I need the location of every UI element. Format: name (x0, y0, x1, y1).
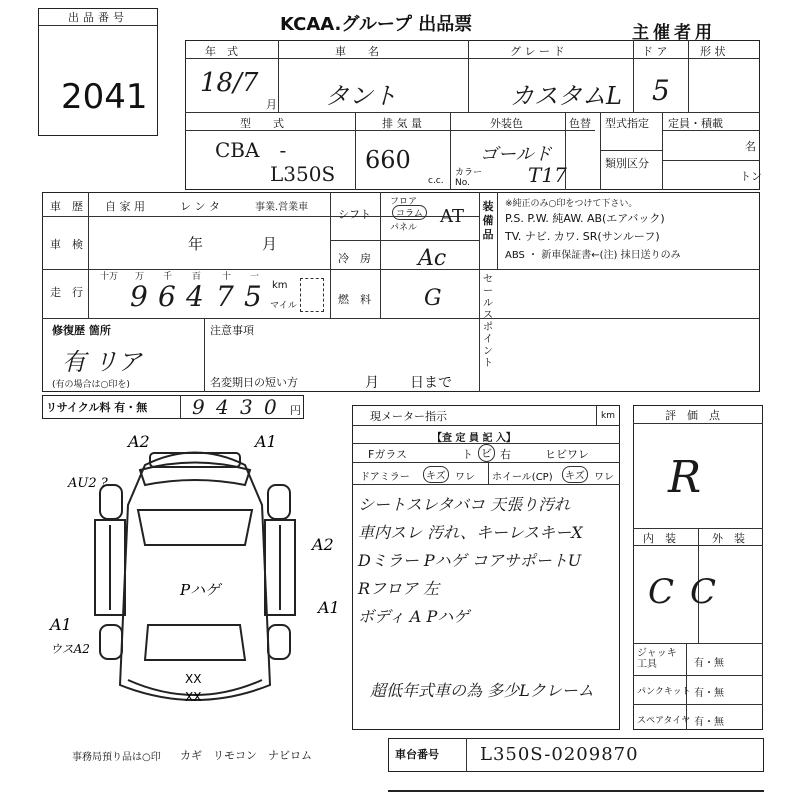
exterior-score: C (690, 572, 717, 612)
grade-value: カスタムL (510, 82, 622, 110)
color-code-label: カラー No. (455, 168, 483, 188)
glass-item-crack: ヒビワレ (545, 448, 589, 461)
mileage-unit-100k: 十万 (100, 272, 119, 282)
mileage-digit-10k: 9 (130, 280, 148, 313)
recycle-digit-1: 9 (192, 395, 205, 419)
shift-value: AT (440, 206, 465, 227)
jack-label: ジャッキ 工具 (637, 648, 677, 670)
year-value: 18/7 (200, 68, 259, 98)
inspector-note-6: 超低年式車の為 多少Lクレーム (370, 681, 594, 700)
header-title: KCAA.グループ 出品票 (280, 14, 473, 35)
lot-number-label: 出品番号 (39, 9, 157, 26)
chassis-label: 車台番号 (395, 748, 439, 761)
wheel-label: ホイール(CP) (492, 472, 553, 483)
fuel-label: 燃 料 (338, 293, 371, 306)
displacement-unit: c.c. (428, 176, 444, 186)
inspection-year: 年 (188, 235, 204, 253)
mileage-unit-1: 一 (250, 272, 260, 282)
diagram-label-a2-right: A2 (312, 535, 334, 554)
shift-floor[interactable]: フロア (390, 197, 418, 207)
history-business[interactable]: 事業.営業車 (255, 202, 309, 213)
mileage-unit-10k: 万 (135, 272, 145, 282)
diagram-label-xx-1: XX (185, 672, 202, 686)
diagram-label-a1-left: A1 (50, 615, 72, 634)
glass-label: Fガラス (368, 448, 407, 461)
lot-number: 2041 (61, 77, 148, 117)
doors-value: 5 (652, 74, 670, 107)
aircon-label: 冷 房 (338, 252, 371, 265)
car-name: タント (325, 82, 397, 110)
mileage-label: 走 行 (50, 286, 83, 299)
diagram-label-a1-front: A1 (255, 432, 277, 451)
interior-score: C (648, 572, 675, 612)
equipment-line3: ABS ・ 新車保証書←(注) 抹日送りのみ (505, 250, 681, 261)
equipment-line1: P.S. P.W. 純AW. AB(エアバック) (505, 212, 665, 225)
year-month-suffix: 月 (266, 98, 277, 111)
glass-item-bi: ビ (478, 444, 495, 462)
mile-checkbox[interactable] (300, 278, 324, 312)
inspector-note-4: Rフロア 左 (358, 579, 440, 598)
shape-label: 形 状 (700, 45, 726, 58)
inspection-month: 月 (262, 235, 278, 253)
glass-item-to: ト (462, 448, 473, 461)
mileage-digit-100: 4 (186, 280, 204, 313)
spare-yesno: 有・無 (694, 717, 724, 728)
displacement-label: 排 気 量 (382, 117, 422, 130)
color-change-label: 色替 (569, 117, 591, 130)
glass-item-right: 右 (500, 448, 511, 461)
chassis-value: L350S-0209870 (480, 744, 639, 765)
diagram-label-usu-a2: ウスA2 (50, 642, 90, 656)
fuel-value: G (424, 286, 442, 311)
repair-note: (有の場合は○印を) (52, 380, 130, 390)
inspection-label: 車 検 (50, 238, 83, 251)
meter-unit: km (601, 411, 615, 421)
history-rental[interactable]: レ ン タ (180, 200, 220, 213)
history-label: 車 歴 (50, 200, 83, 213)
equipment-line2: TV. ナビ. カワ. SR(サンルーフ) (505, 230, 660, 243)
exterior-color-label: 外装色 (490, 117, 523, 130)
diagram-label-a1-right: A1 (318, 598, 340, 617)
color-code-value: T17 (528, 163, 567, 187)
interior-label: 内 装 (643, 532, 676, 545)
meter-label: 現メーター指示 (370, 410, 447, 423)
organizer-label: 主催者用 (632, 23, 716, 43)
mirror-label: ドアミラー (360, 472, 410, 483)
repair-value: 有 リア (62, 348, 142, 376)
aircon-value: Ac (418, 246, 447, 271)
diagram-label-xx-2: XX (185, 690, 202, 704)
name-label: 車 名 (335, 45, 379, 58)
inspector-entry-label: 【査 定 員 記 入】 (432, 433, 516, 444)
capacity-unit-tons: トン (740, 170, 762, 183)
name-change-label: 名変期日の短い方 (210, 376, 298, 389)
sales-point-label: セールスポイント (483, 274, 493, 369)
history-private[interactable]: 自 家 用 (105, 200, 145, 213)
mirror-crack: ワレ (455, 472, 475, 483)
puncture-yesno: 有・無 (694, 688, 724, 699)
model-code: L350S (270, 162, 336, 186)
grade-label: グ レ ー ド (510, 45, 565, 58)
recycle-digit-2: 4 (216, 395, 229, 419)
mileage-unit-1k: 千 (163, 272, 173, 282)
mile-label: マイル (270, 301, 297, 311)
shift-panel[interactable]: パネル (390, 223, 418, 233)
recycle-label: リサイクル料 有・無 (46, 401, 148, 414)
mileage-digit-1: 5 (244, 280, 262, 313)
office-items: カギ リモコン ナビロム (180, 749, 312, 762)
puncture-label: パンクキット (637, 687, 691, 697)
shift-label: シフト (338, 208, 371, 221)
category-label: 類別区分 (605, 157, 649, 170)
remarks-label: 注意事項 (210, 324, 254, 337)
capacity-label: 定員・積載 (668, 117, 723, 130)
equipment-label: 装備品 (482, 200, 494, 241)
diagram-label-a2-front: A2 (128, 432, 150, 451)
mileage-digit-10: 7 (216, 280, 234, 313)
spare-label: スペアタイヤ (637, 716, 691, 726)
score-label: 評 価 点 (665, 409, 720, 422)
name-change-month: 月 (365, 375, 379, 391)
exterior-label: 外 装 (712, 532, 745, 545)
km-label: km (272, 280, 288, 291)
diagram-label-au2: AU2 ? (68, 476, 108, 491)
name-change-day: 日まで (410, 375, 452, 391)
equipment-note: ※純正のみ○印をつけて下さい。 (505, 199, 638, 209)
doors-label: ド ア (642, 45, 668, 58)
car-damage-diagram (40, 425, 350, 725)
inspector-note-3: Dミラー Pハゲ コアサポートU (358, 551, 582, 570)
recycle-digit-4: 0 (264, 395, 277, 419)
model-label: 型 式 (240, 117, 284, 130)
wheel-scratch: キズ (562, 466, 588, 483)
mileage-unit-100: 百 (192, 272, 202, 282)
repair-label: 修復歴 箇所 (52, 324, 111, 337)
mileage-digit-1k: 6 (158, 280, 176, 313)
displacement-value: 660 (365, 146, 411, 174)
office-note: 事務局預り品は○印 (72, 752, 161, 763)
year-label: 年 式 (205, 45, 238, 58)
inspector-note-5: ボディ A Pハゲ (358, 607, 470, 626)
mirror-scratch: キズ (423, 466, 449, 483)
inspector-note-1: シートスレタバコ 天張り汚れ (358, 495, 571, 514)
exterior-color-value: ゴールド (480, 144, 552, 165)
lot-number-box (38, 8, 158, 136)
shift-column[interactable]: コラム (392, 205, 427, 220)
score-value: R (668, 452, 702, 503)
model-prefix: CBA - (215, 138, 287, 162)
type-designation-label: 型式指定 (605, 117, 649, 130)
inspector-note-2: 車内スレ 汚れ、キーレスキーX (358, 523, 583, 542)
capacity-unit-persons: 名 (745, 140, 756, 153)
diagram-label-phage: Pハゲ (180, 581, 221, 599)
mileage-unit-10: 十 (222, 272, 232, 282)
wheel-crack: ワレ (594, 472, 614, 483)
recycle-unit: 円 (290, 404, 301, 417)
jack-yesno: 有・無 (694, 658, 724, 669)
recycle-digit-3: 3 (240, 395, 253, 419)
